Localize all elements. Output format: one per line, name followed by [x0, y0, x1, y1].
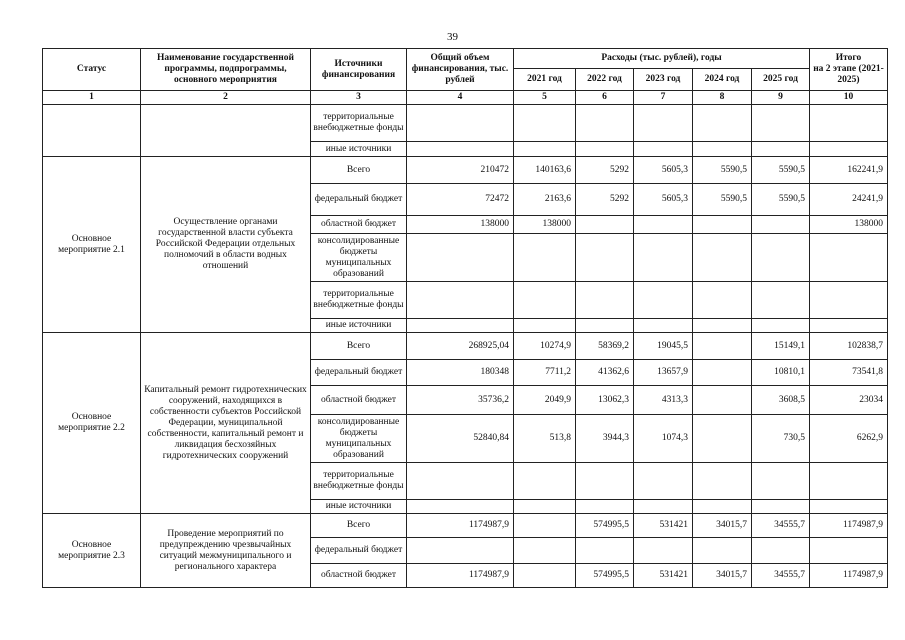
column-number: 8	[693, 91, 752, 105]
itogo-cell: 1174987,9	[810, 564, 888, 588]
year-cell: 41362,6	[576, 360, 634, 386]
year-cell	[693, 463, 752, 500]
source-cell: федеральный бюджет	[311, 538, 407, 564]
itogo-cell: 102838,7	[810, 333, 888, 360]
column-number: 4	[407, 91, 514, 105]
year-cell: 13657,9	[634, 360, 693, 386]
itogo-cell: 1174987,9	[810, 514, 888, 538]
year-cell: 531421	[634, 564, 693, 588]
source-cell: территориальные внебюджетные фонды	[311, 282, 407, 319]
itogo-cell: 23034	[810, 386, 888, 415]
year-cell	[752, 216, 810, 234]
page-number: 39	[447, 31, 458, 43]
source-cell: территориальные внебюджетные фонды	[311, 105, 407, 142]
year-cell	[634, 463, 693, 500]
total-cell	[407, 319, 514, 333]
year-cell	[634, 500, 693, 514]
year-cell	[576, 500, 634, 514]
year-cell	[693, 360, 752, 386]
itogo-cell	[810, 105, 888, 142]
year-cell	[752, 463, 810, 500]
status-cell: Основное мероприятие 2.1	[43, 157, 141, 333]
year-cell	[576, 282, 634, 319]
itogo-cell: 138000	[810, 216, 888, 234]
header-year: 2021 год	[514, 69, 576, 91]
year-cell	[514, 105, 576, 142]
year-cell	[693, 500, 752, 514]
name-cell: Осуществление органами государственной власти субъекта Российской Федерации отдельных полномочий в области водных отношений	[141, 157, 311, 333]
year-cell	[634, 234, 693, 282]
column-number: 6	[576, 91, 634, 105]
itogo-cell	[810, 538, 888, 564]
year-cell	[576, 463, 634, 500]
table-row	[43, 157, 888, 184]
header-year: 2022 год	[576, 69, 634, 91]
year-cell	[514, 514, 576, 538]
source-cell: консолидированные бюджеты муниципальных образований	[311, 415, 407, 463]
year-cell: 5590,5	[693, 184, 752, 216]
year-cell	[514, 319, 576, 333]
year-cell: 10274,9	[514, 333, 576, 360]
year-cell	[576, 142, 634, 157]
header-total-volume: Общий объем финансирования, тыс. рублей	[407, 49, 514, 91]
year-cell	[693, 142, 752, 157]
year-cell	[514, 282, 576, 319]
column-number: 10	[810, 91, 888, 105]
header-status: Статус	[43, 49, 141, 91]
column-number: 2	[141, 91, 311, 105]
year-cell: 531421	[634, 514, 693, 538]
year-cell: 5605,3	[634, 157, 693, 184]
year-cell	[752, 319, 810, 333]
year-cell: 138000	[514, 216, 576, 234]
year-cell	[693, 538, 752, 564]
total-cell: 210472	[407, 157, 514, 184]
year-cell: 2049,9	[514, 386, 576, 415]
year-cell	[514, 142, 576, 157]
year-cell: 574995,5	[576, 514, 634, 538]
year-cell: 19045,5	[634, 333, 693, 360]
table-row	[43, 105, 888, 142]
financing-table	[42, 48, 888, 588]
header-itogo-title: Итого	[835, 53, 862, 63]
source-cell: Всего	[311, 333, 407, 360]
year-cell: 574995,5	[576, 564, 634, 588]
total-cell	[407, 234, 514, 282]
year-cell	[634, 538, 693, 564]
header-name: Наименование государственной программы, подпрограммы, основного мероприятия	[141, 49, 311, 91]
source-cell: иные источники	[311, 500, 407, 514]
total-cell	[407, 282, 514, 319]
year-cell: 140163,6	[514, 157, 576, 184]
year-cell: 10810,1	[752, 360, 810, 386]
source-cell: областной бюджет	[311, 216, 407, 234]
source-cell: иные источники	[311, 142, 407, 157]
source-cell: иные источники	[311, 319, 407, 333]
header-year: 2025 год	[752, 69, 810, 91]
year-cell: 3608,5	[752, 386, 810, 415]
status-cell: Основное мероприятие 2.3	[43, 514, 141, 588]
year-cell: 5590,5	[752, 157, 810, 184]
year-cell: 5605,3	[634, 184, 693, 216]
year-cell: 34555,7	[752, 564, 810, 588]
year-cell: 34015,7	[693, 564, 752, 588]
column-numbers-row	[43, 91, 888, 105]
itogo-cell: 162241,9	[810, 157, 888, 184]
year-cell: 1074,3	[634, 415, 693, 463]
year-cell: 3944,3	[576, 415, 634, 463]
year-cell	[576, 538, 634, 564]
year-cell	[693, 234, 752, 282]
header-itogo-sub: на 2 этапе (2021-2025)	[813, 64, 884, 85]
source-cell: областной бюджет	[311, 386, 407, 415]
total-cell	[407, 105, 514, 142]
column-number: 3	[311, 91, 407, 105]
header-sources: Источники финансирования	[311, 49, 407, 91]
header-expenses: Расходы (тыс. рублей), годы	[514, 49, 810, 69]
year-cell: 730,5	[752, 415, 810, 463]
source-cell: областной бюджет	[311, 564, 407, 588]
itogo-cell	[810, 234, 888, 282]
year-cell: 2163,6	[514, 184, 576, 216]
year-cell: 15149,1	[752, 333, 810, 360]
year-cell	[634, 142, 693, 157]
total-cell	[407, 142, 514, 157]
column-number: 9	[752, 91, 810, 105]
year-cell	[576, 234, 634, 282]
column-number: 1	[43, 91, 141, 105]
itogo-cell: 73541,8	[810, 360, 888, 386]
name-cell: Проведение мероприятий по предупреждению чрезвычайных ситуаций межмуниципального и регионального характера	[141, 514, 311, 588]
name-cell: Капитальный ремонт гидротехнических сооружений, находящихся в собственности субъектов Российской Федерации, муниципальной собственности, капитальный ремонт и ликвидация бесхозяйных гидротехнических сооружений	[141, 333, 311, 514]
year-cell	[752, 234, 810, 282]
total-cell: 52840,84	[407, 415, 514, 463]
year-cell	[576, 319, 634, 333]
itogo-cell: 6262,9	[810, 415, 888, 463]
itogo-cell	[810, 142, 888, 157]
total-cell	[407, 538, 514, 564]
source-cell: консолидированные бюджеты муниципальных образований	[311, 234, 407, 282]
year-cell: 58369,2	[576, 333, 634, 360]
year-cell	[514, 564, 576, 588]
source-cell: Всего	[311, 514, 407, 538]
year-cell	[693, 105, 752, 142]
total-cell	[407, 463, 514, 500]
year-cell: 4313,3	[634, 386, 693, 415]
column-number: 7	[634, 91, 693, 105]
year-cell: 13062,3	[576, 386, 634, 415]
header-year: 2023 год	[634, 69, 693, 91]
header-itogo	[810, 49, 888, 91]
status-cell	[43, 105, 141, 157]
total-cell: 138000	[407, 216, 514, 234]
year-cell	[752, 105, 810, 142]
year-cell: 5292	[576, 184, 634, 216]
table-row	[43, 514, 888, 538]
year-cell	[693, 333, 752, 360]
year-cell	[576, 216, 634, 234]
itogo-cell	[810, 282, 888, 319]
year-cell	[514, 500, 576, 514]
name-cell	[141, 105, 311, 157]
year-cell	[752, 500, 810, 514]
itogo-cell	[810, 319, 888, 333]
itogo-cell	[810, 463, 888, 500]
total-cell: 268925,04	[407, 333, 514, 360]
year-cell	[752, 282, 810, 319]
year-cell: 5292	[576, 157, 634, 184]
year-cell	[693, 282, 752, 319]
year-cell	[576, 105, 634, 142]
source-cell: федеральный бюджет	[311, 360, 407, 386]
year-cell	[634, 282, 693, 319]
itogo-cell	[810, 500, 888, 514]
year-cell	[693, 415, 752, 463]
source-cell: территориальные внебюджетные фонды	[311, 463, 407, 500]
year-cell	[514, 234, 576, 282]
total-cell: 180348	[407, 360, 514, 386]
table-row	[43, 333, 888, 360]
year-cell: 513,8	[514, 415, 576, 463]
year-cell: 5590,5	[693, 157, 752, 184]
total-cell: 72472	[407, 184, 514, 216]
year-cell	[514, 463, 576, 500]
column-number: 5	[514, 91, 576, 105]
year-cell: 34555,7	[752, 514, 810, 538]
year-cell	[634, 319, 693, 333]
year-cell	[752, 142, 810, 157]
year-cell	[634, 105, 693, 142]
year-cell	[693, 216, 752, 234]
total-cell: 1174987,9	[407, 514, 514, 538]
status-cell: Основное мероприятие 2.2	[43, 333, 141, 514]
year-cell	[752, 538, 810, 564]
year-cell	[693, 386, 752, 415]
header-year: 2024 год	[693, 69, 752, 91]
year-cell	[693, 319, 752, 333]
itogo-cell: 24241,9	[810, 184, 888, 216]
source-cell: федеральный бюджет	[311, 184, 407, 216]
total-cell: 35736,2	[407, 386, 514, 415]
year-cell	[634, 216, 693, 234]
total-cell: 1174987,9	[407, 564, 514, 588]
source-cell: Всего	[311, 157, 407, 184]
year-cell: 5590,5	[752, 184, 810, 216]
total-cell	[407, 500, 514, 514]
year-cell	[514, 538, 576, 564]
year-cell: 34015,7	[693, 514, 752, 538]
year-cell: 7711,2	[514, 360, 576, 386]
